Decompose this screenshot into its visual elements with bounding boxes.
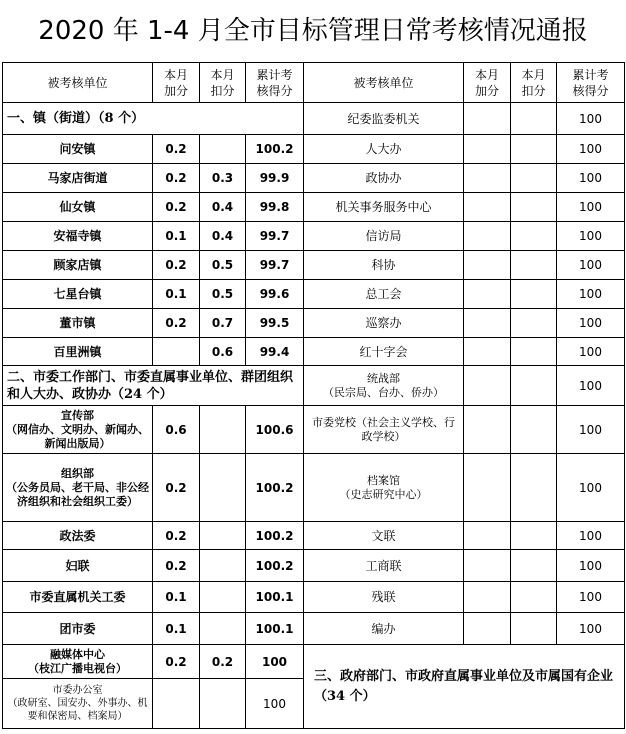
table-row <box>3 193 625 222</box>
deduct-score <box>200 454 246 522</box>
right-unit-name: 市委党校（社会主义学校、行政学校） <box>304 406 464 454</box>
right-unit-name: 纪委监委机关 <box>304 103 464 135</box>
right-unit-name: 工商联 <box>304 550 464 582</box>
add-score: 0.2 <box>153 454 200 522</box>
right-deduct <box>511 309 557 338</box>
deduct-score: 0.5 <box>200 280 246 309</box>
right-total: 100 <box>557 103 625 135</box>
right-add <box>464 366 511 406</box>
table-row <box>3 366 625 406</box>
right-deduct <box>511 550 557 582</box>
total-score: 99.4 <box>246 338 304 366</box>
right-total: 100 <box>557 550 625 582</box>
unit-name: 妇联 <box>3 550 153 582</box>
add-score: 0.1 <box>153 582 200 613</box>
table-row <box>3 522 625 550</box>
table-row <box>3 280 625 309</box>
right-add <box>464 454 511 522</box>
right-unit-name: 总工会 <box>304 280 464 309</box>
right-add <box>464 280 511 309</box>
total-score: 100.2 <box>246 522 304 550</box>
total-score: 100.6 <box>246 406 304 454</box>
right-unit-name: 文联 <box>304 522 464 550</box>
section-heading-party-units: 二、市委工作部门、市委直属事业单位、群团组织和人大办、政协办（24 个） <box>3 366 304 406</box>
right-add <box>464 309 511 338</box>
header-deduct: 本月 扣分 <box>200 63 246 103</box>
right-deduct <box>511 522 557 550</box>
add-score: 0.2 <box>153 251 200 280</box>
header-add: 本月 加分 <box>153 63 200 103</box>
section-heading-towns: 一、镇（街道）（8 个） <box>3 103 304 135</box>
unit-name: 七星台镇 <box>3 280 153 309</box>
deduct-score: 0.5 <box>200 251 246 280</box>
total-score: 99.8 <box>246 193 304 222</box>
add-score: 0.2 <box>153 135 200 164</box>
add-score: 0.2 <box>153 164 200 193</box>
total-score: 99.9 <box>246 164 304 193</box>
table-row <box>3 135 625 164</box>
total-score: 100 <box>246 679 304 729</box>
right-total: 100 <box>557 280 625 309</box>
table-row <box>3 613 625 645</box>
total-score: 100.2 <box>246 550 304 582</box>
header-row <box>3 63 625 103</box>
right-total: 100 <box>557 338 625 366</box>
unit-name: 仙女镇 <box>3 193 153 222</box>
total-score: 100 <box>246 645 304 679</box>
right-total: 100 <box>557 454 625 522</box>
right-unit-name: 红十字会 <box>304 338 464 366</box>
right-total: 100 <box>557 309 625 338</box>
table-row <box>3 338 625 366</box>
add-score: 0.2 <box>153 550 200 582</box>
right-add <box>464 613 511 645</box>
unit-name: 安福寺镇 <box>3 222 153 251</box>
right-add <box>464 164 511 193</box>
right-deduct <box>511 338 557 366</box>
deduct-score <box>200 406 246 454</box>
right-total: 100 <box>557 582 625 613</box>
right-unit-name: 科协 <box>304 251 464 280</box>
header-unit: 被考核单位 <box>3 63 153 103</box>
right-total: 100 <box>557 366 625 406</box>
right-total: 100 <box>557 193 625 222</box>
total-score: 100.1 <box>246 613 304 645</box>
total-score: 99.5 <box>246 309 304 338</box>
unit-name: 宣传部 （网信办、文明办、新闻办、新闻出版局） <box>3 406 153 454</box>
right-deduct <box>511 613 557 645</box>
right-deduct <box>511 280 557 309</box>
right-deduct <box>511 193 557 222</box>
header-unit-right: 被考核单位 <box>304 63 464 103</box>
right-add <box>464 251 511 280</box>
right-deduct <box>511 251 557 280</box>
table-row <box>3 222 625 251</box>
right-unit-name: 巡察办 <box>304 309 464 338</box>
unit-name: 政法委 <box>3 522 153 550</box>
unit-name: 问安镇 <box>3 135 153 164</box>
deduct-score <box>200 135 246 164</box>
deduct-score: 0.6 <box>200 338 246 366</box>
right-add <box>464 522 511 550</box>
table-row <box>3 251 625 280</box>
right-deduct <box>511 164 557 193</box>
right-add <box>464 135 511 164</box>
unit-name: 董市镇 <box>3 309 153 338</box>
right-total: 100 <box>557 406 625 454</box>
unit-name: 融媒体中心 （枝江广播电视台） <box>3 645 153 679</box>
add-score: 0.1 <box>153 280 200 309</box>
deduct-score <box>200 522 246 550</box>
right-total: 100 <box>557 251 625 280</box>
table-row <box>3 309 625 338</box>
section-heading-government-units: 三、政府部门、市政府直属事业单位及市属国有企业（34 个） <box>304 645 625 729</box>
deduct-score <box>200 582 246 613</box>
header-deduct-right: 本月 扣分 <box>511 63 557 103</box>
unit-name: 组织部 （公务员局、老干局、非公经济组织和社会组织工委） <box>3 454 153 522</box>
unit-name: 市委直属机关工委 <box>3 582 153 613</box>
add-score: 0.1 <box>153 613 200 645</box>
header-total-right: 累计考 核得分 <box>557 63 625 103</box>
table-row <box>3 582 625 613</box>
right-deduct <box>511 454 557 522</box>
unit-name: 团市委 <box>3 613 153 645</box>
right-add <box>464 193 511 222</box>
deduct-score: 0.7 <box>200 309 246 338</box>
deduct-score <box>200 550 246 582</box>
total-score: 100.2 <box>246 135 304 164</box>
right-deduct <box>511 135 557 164</box>
right-total: 100 <box>557 613 625 645</box>
right-unit-name: 机关事务服务中心 <box>304 193 464 222</box>
deduct-score: 0.2 <box>200 645 246 679</box>
right-total: 100 <box>557 135 625 164</box>
unit-name: 百里洲镇 <box>3 338 153 366</box>
total-score: 99.7 <box>246 222 304 251</box>
right-deduct <box>511 406 557 454</box>
total-score: 100.2 <box>246 454 304 522</box>
unit-name: 顾家店镇 <box>3 251 153 280</box>
table-row <box>3 164 625 193</box>
unit-name: 市委办公室 （政研室、国安办、外事办、机要和保密局、档案局） <box>3 679 153 729</box>
right-deduct <box>511 366 557 406</box>
right-deduct <box>511 222 557 251</box>
right-deduct <box>511 582 557 613</box>
page-title: 2020 年 1-4 月全市目标管理日常考核情况通报 <box>38 16 588 46</box>
add-score: 0.6 <box>153 406 200 454</box>
unit-name: 马家店街道 <box>3 164 153 193</box>
add-score: 0.2 <box>153 193 200 222</box>
header-total: 累计考 核得分 <box>246 63 304 103</box>
header-add-right: 本月 加分 <box>464 63 511 103</box>
add-score: 0.2 <box>153 645 200 679</box>
right-total: 100 <box>557 222 625 251</box>
table-row <box>3 454 625 522</box>
right-total: 100 <box>557 164 625 193</box>
right-unit-name: 政协办 <box>304 164 464 193</box>
deduct-score <box>200 613 246 645</box>
total-score: 99.6 <box>246 280 304 309</box>
right-unit-name: 编办 <box>304 613 464 645</box>
score-table <box>2 62 625 729</box>
right-add <box>464 103 511 135</box>
right-deduct <box>511 103 557 135</box>
right-unit-name: 档案馆 （史志研究中心） <box>304 454 464 522</box>
add-score <box>153 679 200 729</box>
total-score: 99.7 <box>246 251 304 280</box>
right-unit-name: 残联 <box>304 582 464 613</box>
right-unit-name: 人大办 <box>304 135 464 164</box>
right-total: 100 <box>557 522 625 550</box>
right-add <box>464 338 511 366</box>
table-row <box>3 645 625 679</box>
deduct-score: 0.3 <box>200 164 246 193</box>
right-add <box>464 582 511 613</box>
right-add <box>464 222 511 251</box>
right-add <box>464 550 511 582</box>
deduct-score: 0.4 <box>200 222 246 251</box>
deduct-score: 0.4 <box>200 193 246 222</box>
deduct-score <box>200 679 246 729</box>
add-score: 0.2 <box>153 309 200 338</box>
right-unit-name: 统战部 （民宗局、台办、侨办） <box>304 366 464 406</box>
right-add <box>464 406 511 454</box>
right-unit-name: 信访局 <box>304 222 464 251</box>
add-score: 0.2 <box>153 522 200 550</box>
table-row <box>3 550 625 582</box>
add-score: 0.1 <box>153 222 200 251</box>
add-score <box>153 338 200 366</box>
table-row <box>3 103 625 135</box>
table-row <box>3 406 625 454</box>
total-score: 100.1 <box>246 582 304 613</box>
